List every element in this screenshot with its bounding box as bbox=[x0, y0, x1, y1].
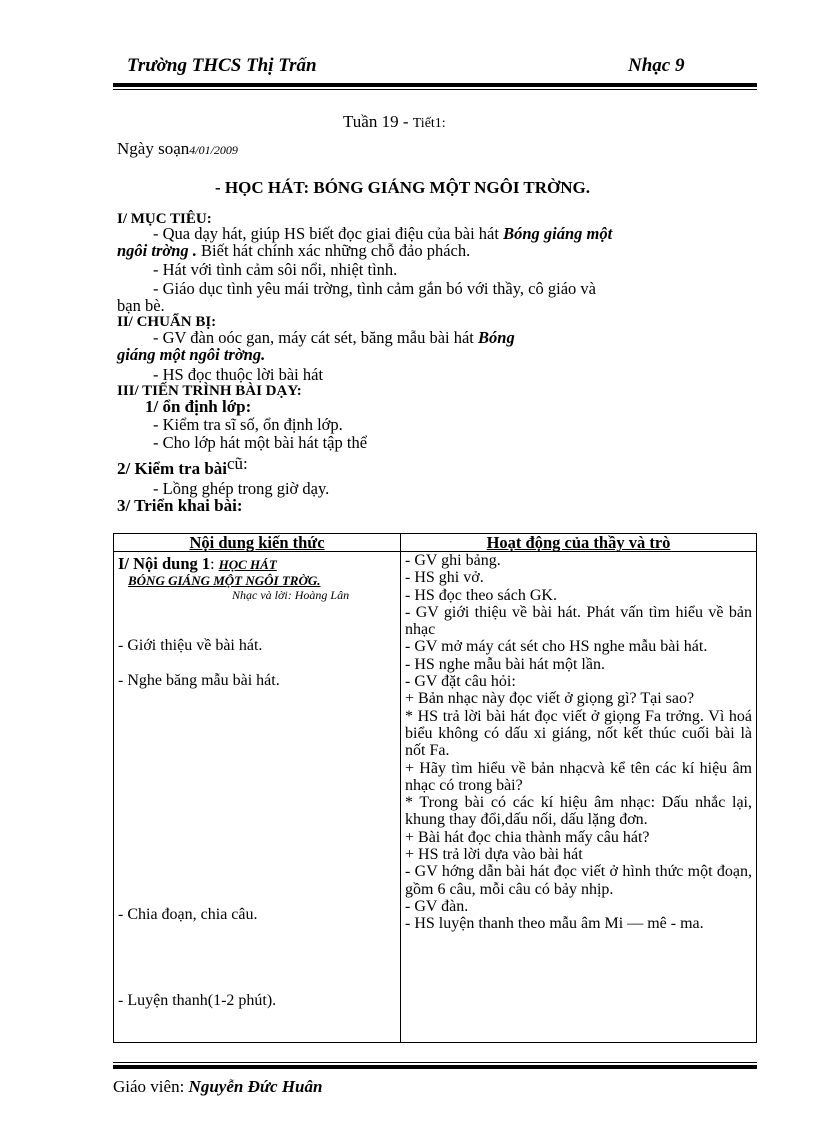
step2-heading-text: 2/ Kiểm tra bài bbox=[117, 459, 228, 478]
song-name: ngôi trờng . bbox=[117, 241, 197, 260]
activity-line: - GV ghi bảng. bbox=[405, 552, 501, 569]
col2-header: Hoạt động của thầy và trò bbox=[401, 534, 757, 552]
song-credit: Nhạc và lời: Hoàng Lân bbox=[232, 588, 350, 602]
subject-name: Nhạc 9 bbox=[628, 55, 685, 76]
activity-line: * HS trả lời bài hát đọc viết ở giọng Fa trởng. Vì hoá biểu không có dấu xi giáng, nốt kết thúc cuối bài là nốt Fa. bbox=[405, 707, 752, 760]
content-section bbox=[118, 554, 277, 574]
activity-line: - GV mở máy cát sét cho HS nghe mẫu bài hát. bbox=[405, 638, 708, 656]
content-cell bbox=[114, 552, 401, 1043]
date-line bbox=[117, 139, 238, 159]
objective-line-3: - Hát với tình cảm sôi nổi, nhiệt tình. bbox=[153, 260, 398, 279]
song-title: BÓNG GIÁNG MỘT NGÔI TRỜG. bbox=[128, 573, 321, 588]
activity-line: - GV đàn. bbox=[405, 897, 469, 915]
objectives-heading: I/ MỤC TIÊU: bbox=[117, 211, 212, 227]
teacher-line bbox=[113, 1077, 322, 1097]
song-heading: HỌC HÁT bbox=[218, 557, 277, 572]
activity-line: + HS trả lời dựa vào bài hát bbox=[405, 846, 583, 864]
preparation-heading: II/ CHUẨN BỊ: bbox=[117, 314, 217, 330]
date-value: 4/01/2009 bbox=[189, 143, 238, 157]
activity-line: + Bài hát đọc chia thành mấy câu hát? bbox=[405, 828, 650, 846]
preparation-line-1 bbox=[153, 329, 515, 346]
table-header-row bbox=[114, 534, 757, 552]
content-item-divide: - Chia đoạn, chia câu. bbox=[118, 906, 258, 923]
objective-line-1 bbox=[153, 225, 612, 242]
objective-line-5: bạn bè. bbox=[117, 296, 165, 315]
content-item-intro: - Giới thiệu về bài hát. bbox=[118, 637, 263, 654]
table-row bbox=[114, 552, 757, 1043]
content-item-warmup: - Luyện thanh(1-2 phút). bbox=[118, 992, 277, 1009]
teacher-label: Giáo viên: bbox=[113, 1077, 189, 1096]
activity-line: - HS đọc theo sách GK. bbox=[405, 586, 557, 604]
footer-rule bbox=[113, 1065, 757, 1069]
preparation-line-2: giáng một ngôi trờng. bbox=[117, 345, 266, 364]
footer-rule-thin bbox=[113, 1062, 757, 1063]
date-label: Ngày soạn bbox=[117, 139, 190, 158]
step1-item-2: - Cho lớp hát một bài hát tập thể bbox=[153, 433, 368, 452]
school-name: Trường THCS Thị Trấn bbox=[127, 55, 317, 76]
teacher-name: Nguyễn Đức Huân bbox=[188, 1077, 323, 1096]
step2-item-1: - Lồng ghép trong giờ dạy. bbox=[153, 479, 330, 498]
step2-heading-suffix: cũ: bbox=[227, 454, 248, 473]
objective-line-2 bbox=[117, 242, 470, 259]
step3-heading: 3/ Triển khai bài: bbox=[117, 496, 243, 515]
content-section-title: I/ Nội dung 1 bbox=[118, 554, 211, 573]
song-name: Bóng bbox=[478, 328, 515, 347]
activity-line: - HS nghe mẫu bài hát một lần. bbox=[405, 655, 605, 673]
activity-line: - HS luyện thanh theo mẫu âm Mi — mê - ma. bbox=[405, 915, 704, 933]
step1-item-1: - Kiểm tra sĩ số, ổn định lớp. bbox=[153, 415, 343, 434]
objective-text: Biết hát chính xác những chỗ đảo phách. bbox=[196, 241, 471, 260]
lesson-table bbox=[113, 533, 757, 1043]
activity-line: - GV hớng dẫn bài hát đọc viết ở hình thức một đoạn, gồm 6 câu, mỗi câu có bảy nhịp. bbox=[405, 863, 752, 898]
activity-line: + Bản nhạc này đọc viết ở giọng gì? Tại sao? bbox=[405, 690, 695, 708]
lesson-title: - HỌC HÁT: BÓNG GIÁNG MỘT NGÔI TRỜNG. bbox=[215, 178, 590, 197]
activity-line: * Trong bài có các kí hiệu âm nhạc: Dấu nhắc lại, khung thay đổi,dấu nối, dấu lặng đơn. bbox=[405, 794, 752, 829]
week-label: Tuần 19 - bbox=[343, 112, 409, 131]
period-label: Tiết1: bbox=[412, 116, 446, 131]
preparation-line-3: - HS đọc thuộc lời bài hát bbox=[153, 365, 324, 384]
objective-line-4: - Giáo dục tình yêu mái trờng, tình cảm gắn bó với thầy, cô giáo và bbox=[153, 279, 596, 298]
preparation-text: - GV đàn oóc gan, máy cát sét, băng mẫu bài hát bbox=[153, 328, 479, 347]
col1-header: Nội dung kiến thức bbox=[114, 534, 401, 552]
content-item-listen: - Nghe băng mẫu bài hát. bbox=[118, 672, 280, 689]
activity-line: + Hãy tìm hiểu về bản nhạcvà kể tên các kí hiệu âm nhạc có trong bài? bbox=[405, 759, 752, 794]
song-name: Bóng giáng một bbox=[503, 224, 613, 243]
week-line bbox=[343, 112, 446, 132]
step1-heading: 1/ ổn định lớp: bbox=[145, 397, 252, 416]
activity-cell bbox=[401, 552, 757, 1043]
process-heading: III/ TIẾN TRÌNH BÀI DẠY: bbox=[117, 383, 302, 399]
step2-heading bbox=[117, 454, 248, 479]
activity-line: - HS ghi vở. bbox=[405, 569, 484, 587]
activity-line: - GV giới thiệu về bài hát. Phát vấn tìm hiểu về bản nhạc bbox=[405, 603, 752, 639]
activity-line: - GV đặt câu hỏi: bbox=[405, 673, 516, 691]
content-section-colon: : bbox=[210, 556, 215, 573]
objective-text: - Qua dạy hát, giúp HS biết đọc giai điệu của bài hát bbox=[153, 224, 504, 243]
header-rule bbox=[113, 83, 757, 87]
header-rule-thin bbox=[113, 89, 757, 90]
